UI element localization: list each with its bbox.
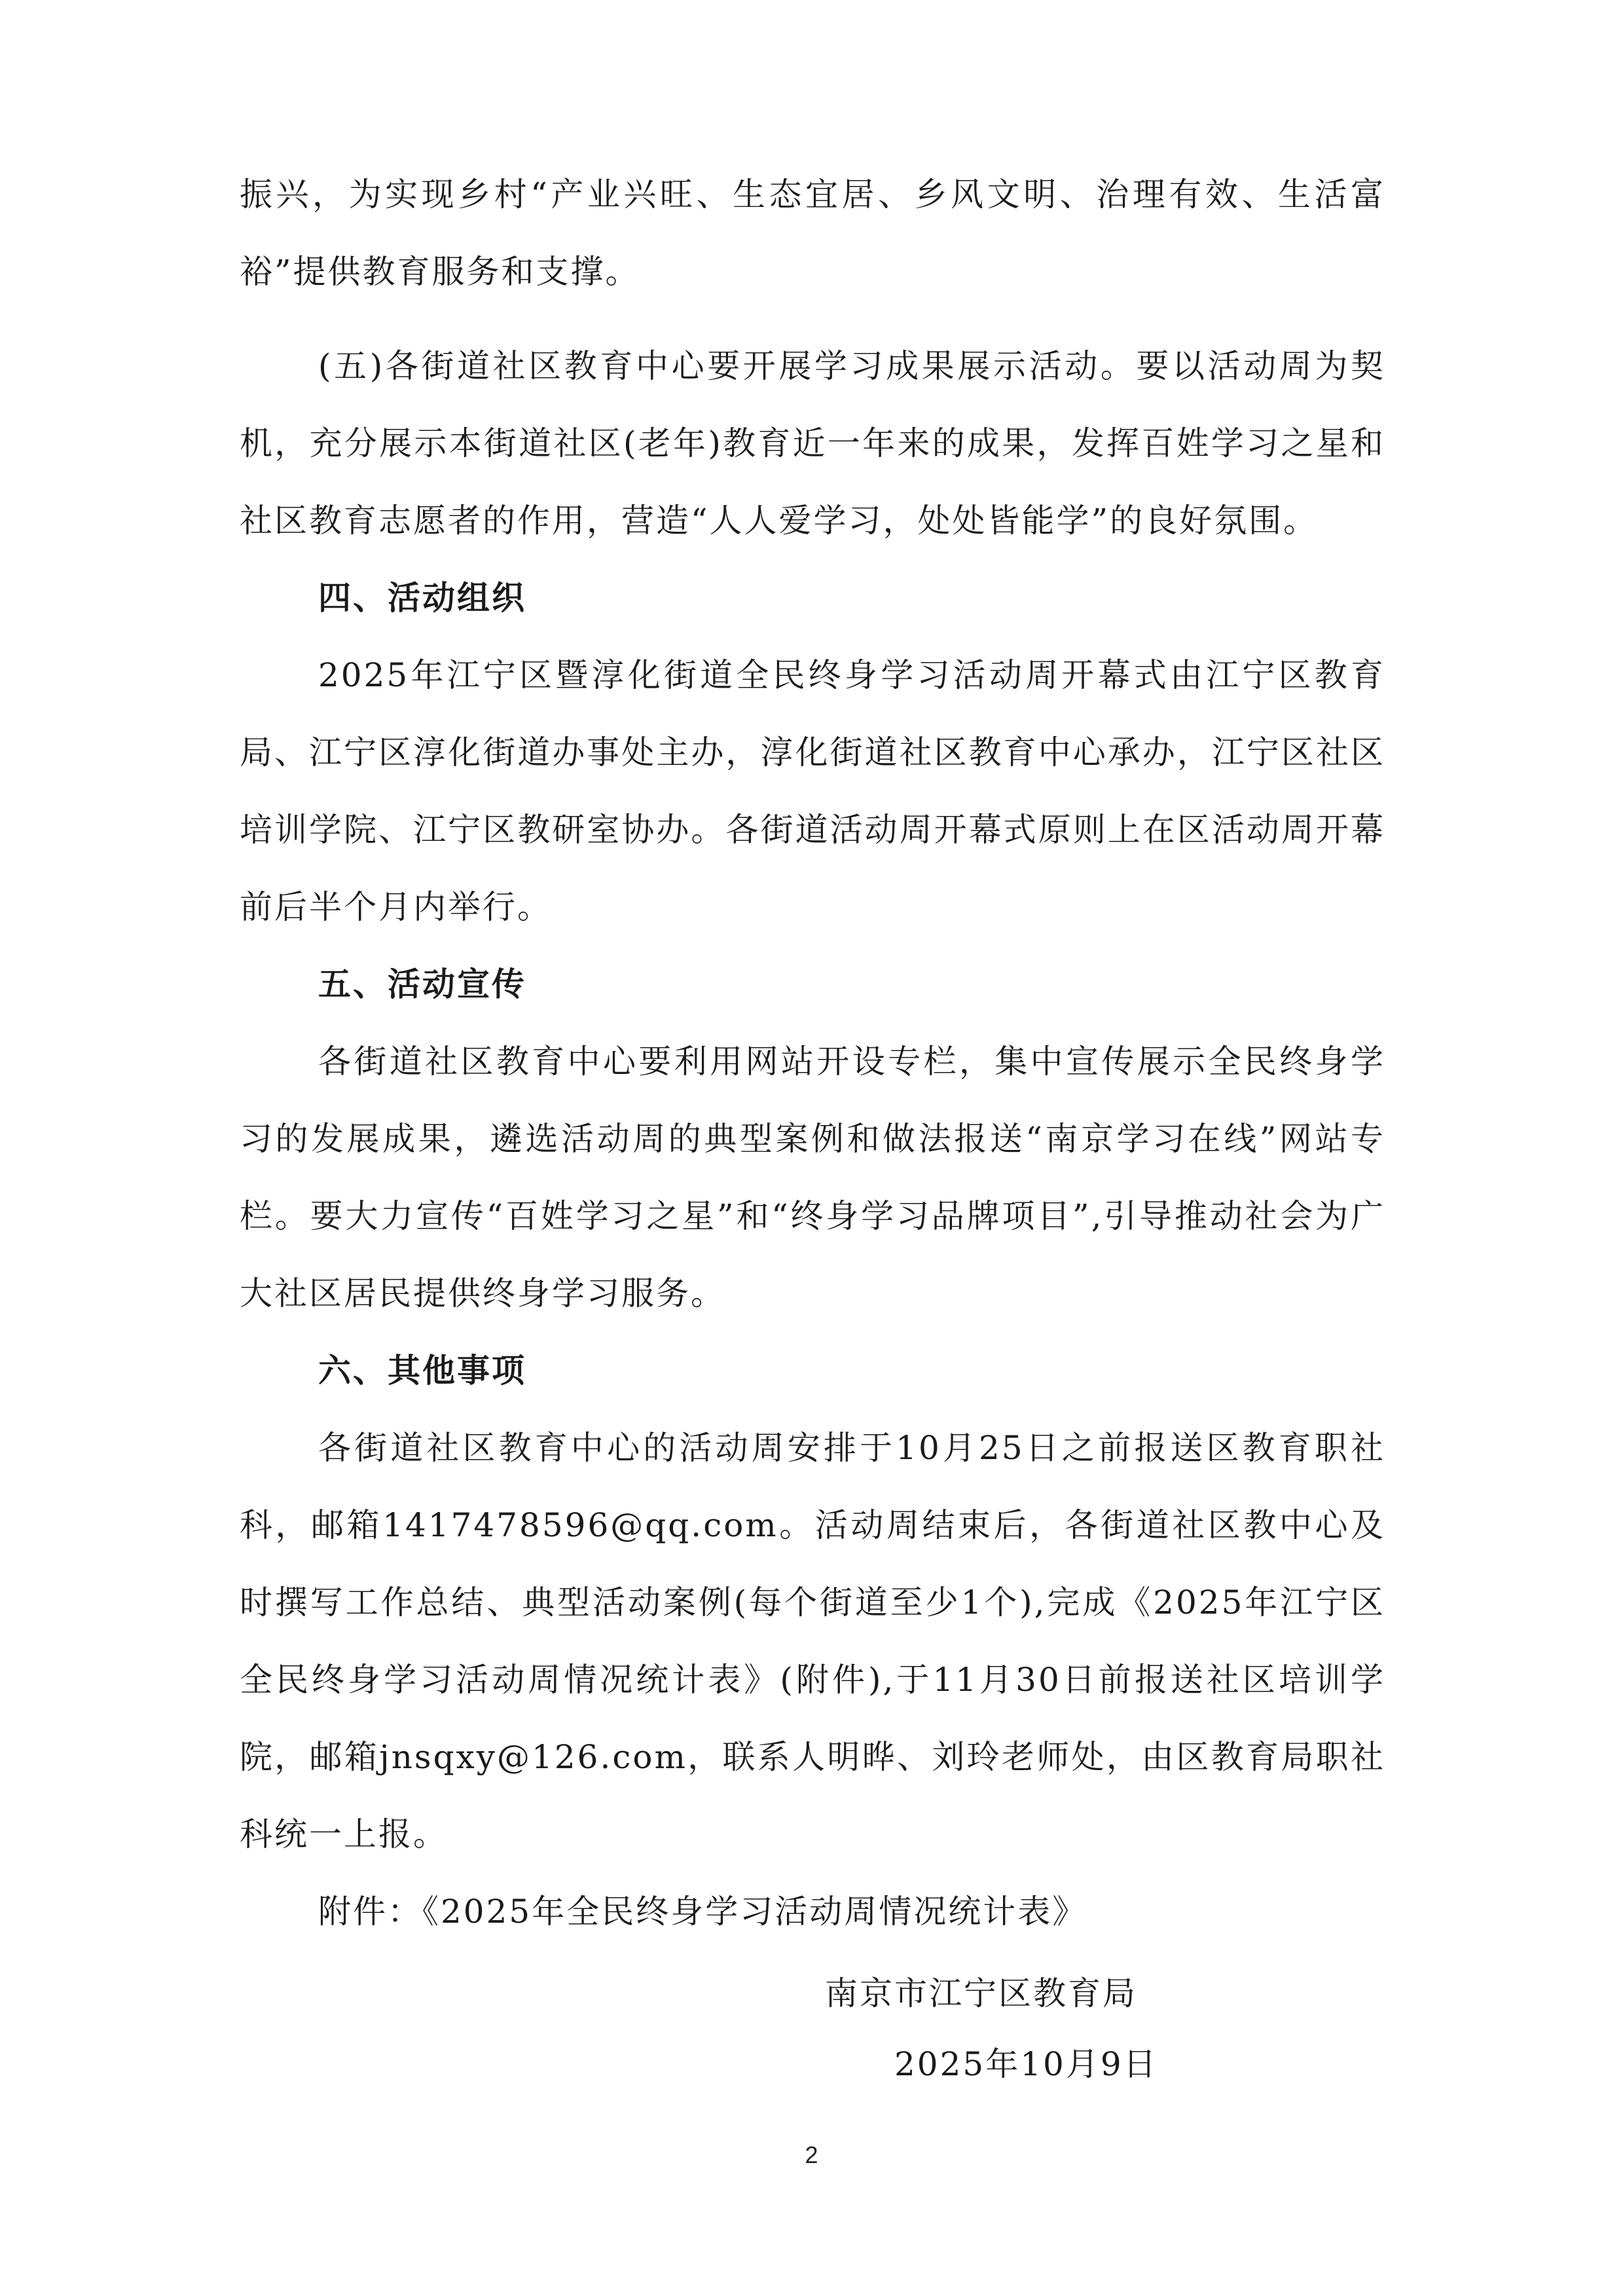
signature-block xyxy=(825,1958,1349,2100)
section-heading-publicity: 五、活动宣传 xyxy=(318,965,526,1003)
attachment-note: 附件：《2025年全民终身学习活动周情况统计表》 xyxy=(318,1893,1087,1931)
section-heading-other-matters: 六、其他事项 xyxy=(318,1352,526,1390)
paragraph-other-matters: 各街道社区教育中心的活动周安排于10月25日之前报送区教育职社科，邮箱1417478596@qq.com。活动周结束后，各街道社区教中心及时撰写工作总结、典型活动案例(每个街道至少1个),完成《2025年江宁区全民终身学习活动周情况统计表》(附件),于11月30日前报送社区培训学院，邮箱jnsqxy@126.com，联系人明晔、刘玲老师处，由区教育局职社科统一上报。 xyxy=(240,1429,1385,1853)
page-number: 2 xyxy=(805,2141,818,2168)
paragraph-five-learning-showcase: (五)各街道社区教育中心要开展学习成果展示活动。要以活动周为契机，充分展示本街道社区(老年)教育近一年来的成果，发挥百姓学习之星和社区教育志愿者的作用，营造“人人爱学习，处处皆能学”的良好氛围。 xyxy=(240,347,1385,540)
paragraph-organization: 2025年江宁区暨淳化街道全民终身学习活动周开幕式由江宁区教育局、江宁区淳化街道办事处主办，淳化街道社区教育中心承办，江宁区社区培训学院、江宁区教研室协办。各街道活动周开幕式原则上在区活动周开幕前后半个月内举行。 xyxy=(240,656,1385,926)
paragraph-publicity: 各街道社区教育中心要利用网站开设专栏，集中宣传展示全民终身学习的发展成果，遴选活动周的典型案例和做法报送“南京学习在线”网站专栏。要大力宣传“百姓学习之星”和“终身学习品牌项目”,引导推动社会为广大社区居民提供终身学习服务。 xyxy=(240,1043,1385,1312)
issuing-organization: 南京市江宁区教育局 xyxy=(825,1974,1137,2012)
section-heading-organization: 四、活动组织 xyxy=(318,579,526,617)
issue-date: 2025年10月9日 xyxy=(894,2045,1158,2083)
document-body xyxy=(240,156,1385,1950)
continuation-paragraph: 振兴，为实现乡村“产业兴旺、生态宜居、乡风文明、治理有效、生活富裕”提供教育服务和支撑。 xyxy=(240,176,1385,291)
